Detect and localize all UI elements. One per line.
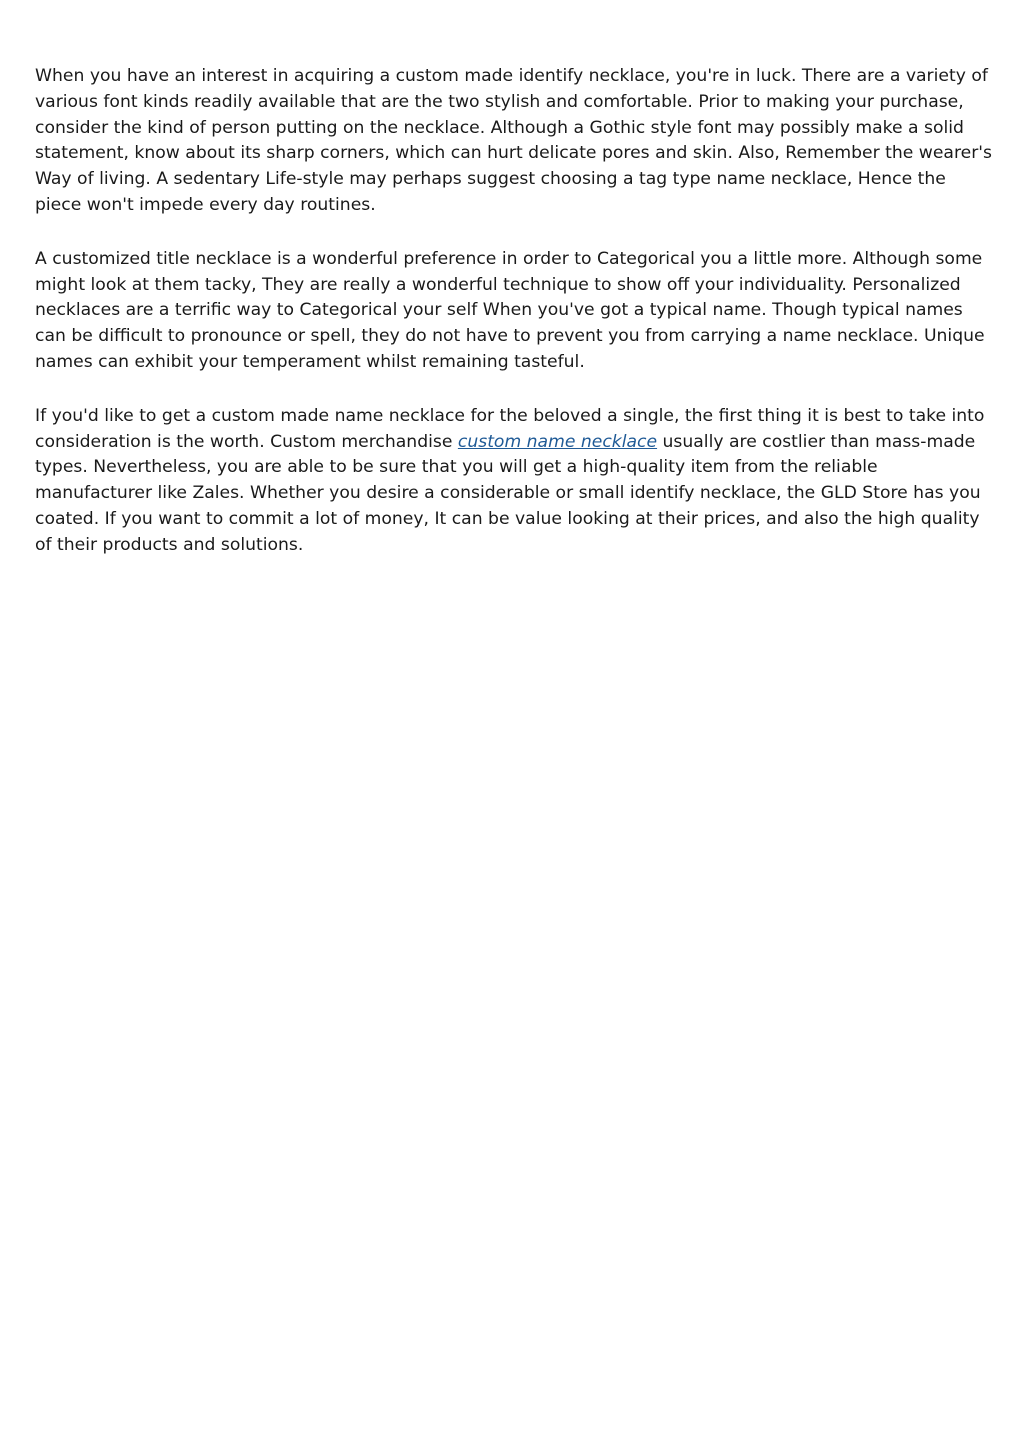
- document-body: [35, 64, 995, 587]
- paragraph-2: A customized title necklace is a wonderful preference in order to Categorical you a little more. Although some might look at them tacky, They are really a wonderful technique to show off your individuality. Personalized necklaces are a terrific way to Categorical your self When you've got a typical name. Though typical names can be difficult to pronounce or spell, they do not have to prevent you from carrying a name necklace. Unique names can exhibit your temperament whilst remaining tasteful.: [35, 248, 985, 372]
- paragraph-3-text-before-link: If you'd like to get a custom made name necklace for the beloved a single, the first thing it is best to take into consideration is the worth. Custom merchandise: [35, 405, 985, 452]
- paragraph-1: When you have an interest in acquiring a custom made identify necklace, you're in luck. There are a variety of various font kinds readily available that are the two stylish and comfortable. Prior to making your purchase, consider the kind of person putting on the necklace. Although a Gothic style font may possibly make a solid statement, know about its sharp corners, which can hurt delicate pores and skin. Also, Remember the wearer's Way of living. A sedentary Life-style may perhaps suggest choosing a tag type name necklace, Hence the piece won't impede every day routines.: [35, 66, 992, 215]
- paragraph-3-text-after-link: usually are costlier than mass-made types. Nevertheless, you are able to be sure that you will get a high-quality item from the reliable manufacturer like Zales. Whether you desire a considerable or small identify necklace, the GLD Store has you coated. If you want to commit a lot of money, It can be value looking at their prices, and also the high quality of their products and solutions.: [35, 431, 981, 555]
- paragraph-3: [35, 404, 995, 559]
- custom-name-necklace-link[interactable]: custom name necklace: [457, 431, 658, 452]
